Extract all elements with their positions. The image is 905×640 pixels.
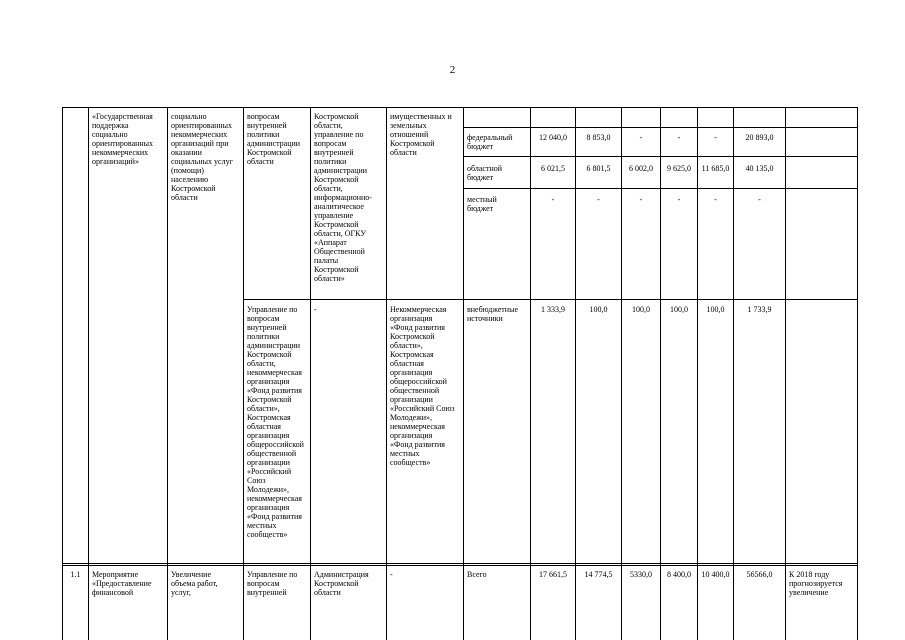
table-line xyxy=(621,107,622,640)
budget-value: 9 625,0 xyxy=(667,164,691,173)
budget-value: 8 853,0 xyxy=(586,133,611,142)
budget-value: - xyxy=(714,195,717,204)
cell-program-goal: социально ориентированных некоммерческих организаций при оказании социальных услуг (помощи) населению Костромской области xyxy=(171,112,233,202)
cell-coexecutor: - xyxy=(314,305,317,314)
budget-value: 8 400,0 xyxy=(667,570,691,579)
cell-coexecutor: Костромской области, управление по вопросам внутренней политики администрации Костромской области, информационно- аналитическое управление Костромской области, ОГКУ «Аппарат Общественной палаты Костромской области» xyxy=(314,112,372,283)
table-line xyxy=(62,107,63,640)
table-line xyxy=(857,107,858,640)
budget-value: - xyxy=(639,133,643,142)
cell-coexecutor: Администрация Костромской области xyxy=(314,570,369,597)
budget-value: - xyxy=(597,195,600,204)
budget-value: 5330,0 xyxy=(630,570,652,579)
table-line xyxy=(243,107,244,640)
table-line xyxy=(88,107,89,640)
budget-total: 1 733,9 xyxy=(747,305,772,314)
budget-total: 20 893,0 xyxy=(745,133,774,142)
cell-partner: имущественных и земельных отношений Костромской области xyxy=(390,112,452,157)
budget-source: областной бюджет xyxy=(467,164,503,182)
page-number: 2 xyxy=(449,64,456,76)
table-line xyxy=(530,107,531,640)
budget-value: 6 801,5 xyxy=(586,164,611,173)
budget-total: 40 135,0 xyxy=(745,164,774,173)
table-line xyxy=(62,107,857,108)
budget-value: 12 040,0 xyxy=(539,133,567,142)
budget-value: 100,0 xyxy=(706,305,725,314)
table-line xyxy=(167,107,168,640)
budget-value: 1 333,9 xyxy=(541,305,565,314)
cell-partner: Некоммерческая организация «Фонд развития Костромской области», Костромская областная организация общероссийской общественной организации «Российский Союз Молодежи», некоммерческая организация «Фонд развития местных сообществ» xyxy=(390,305,455,467)
cell-executor: Управление по вопросам внутренней политики администрации Костромской области, некоммерческая организация «Фонд развития Костромской области», Костромская областная организация общероссийской общественной организации «Российский Союз Молодежи», некоммерческая организация «Фонд развития местных сообществ» xyxy=(247,305,304,539)
budget-value: - xyxy=(551,195,555,204)
budget-source: Всего xyxy=(467,570,487,579)
cell-partner: - xyxy=(390,570,393,579)
budget-value: - xyxy=(677,195,681,204)
budget-value: 11 685,0 xyxy=(701,164,730,173)
cell-program-name: Мероприятие «Предоставление финансовой xyxy=(92,570,152,597)
table-line xyxy=(310,107,311,640)
budget-value: 6 002,0 xyxy=(629,164,653,173)
budget-value: 6 021,5 xyxy=(541,164,565,173)
table-line xyxy=(62,565,857,566)
table-line xyxy=(733,107,734,640)
row-number: 1.1 xyxy=(70,570,81,579)
budget-value: 10 400,0 xyxy=(701,570,730,579)
budget-value: 14 774,5 xyxy=(584,570,613,579)
budget-total: - xyxy=(758,195,761,204)
budget-value: 100,0 xyxy=(589,305,608,314)
cell-executor: вопросам внутренней политики администрации Костромской области xyxy=(247,112,301,166)
budget-value: 17 661,5 xyxy=(539,570,567,579)
budget-source: местный бюджет xyxy=(467,195,497,213)
table-line xyxy=(575,107,576,640)
cell-note: К 2018 году прогнозируется увеличение xyxy=(789,570,843,597)
budget-value: - xyxy=(677,133,681,142)
table-line xyxy=(386,107,387,640)
table-line xyxy=(463,107,464,640)
budget-source: внебюджетные источники xyxy=(467,305,518,323)
table-line xyxy=(697,107,698,640)
budget-value: - xyxy=(639,195,643,204)
budget-value: - xyxy=(714,133,717,142)
table-line xyxy=(660,107,661,640)
budget-value: 100,0 xyxy=(670,305,688,314)
budget-source: федеральный бюджет xyxy=(467,133,513,151)
table-line xyxy=(62,563,857,564)
budget-total: 56566,0 xyxy=(746,570,773,579)
cell-program-name: «Государственная поддержка социально ориентированных некоммерческих организаций» xyxy=(92,112,154,166)
table-line xyxy=(785,107,786,640)
budget-value: 100,0 xyxy=(632,305,650,314)
cell-program-goal: Увеличение объема работ, услуг, xyxy=(171,570,218,597)
table-line xyxy=(243,299,857,300)
cell-executor: Управление по вопросам внутренней xyxy=(247,570,298,597)
